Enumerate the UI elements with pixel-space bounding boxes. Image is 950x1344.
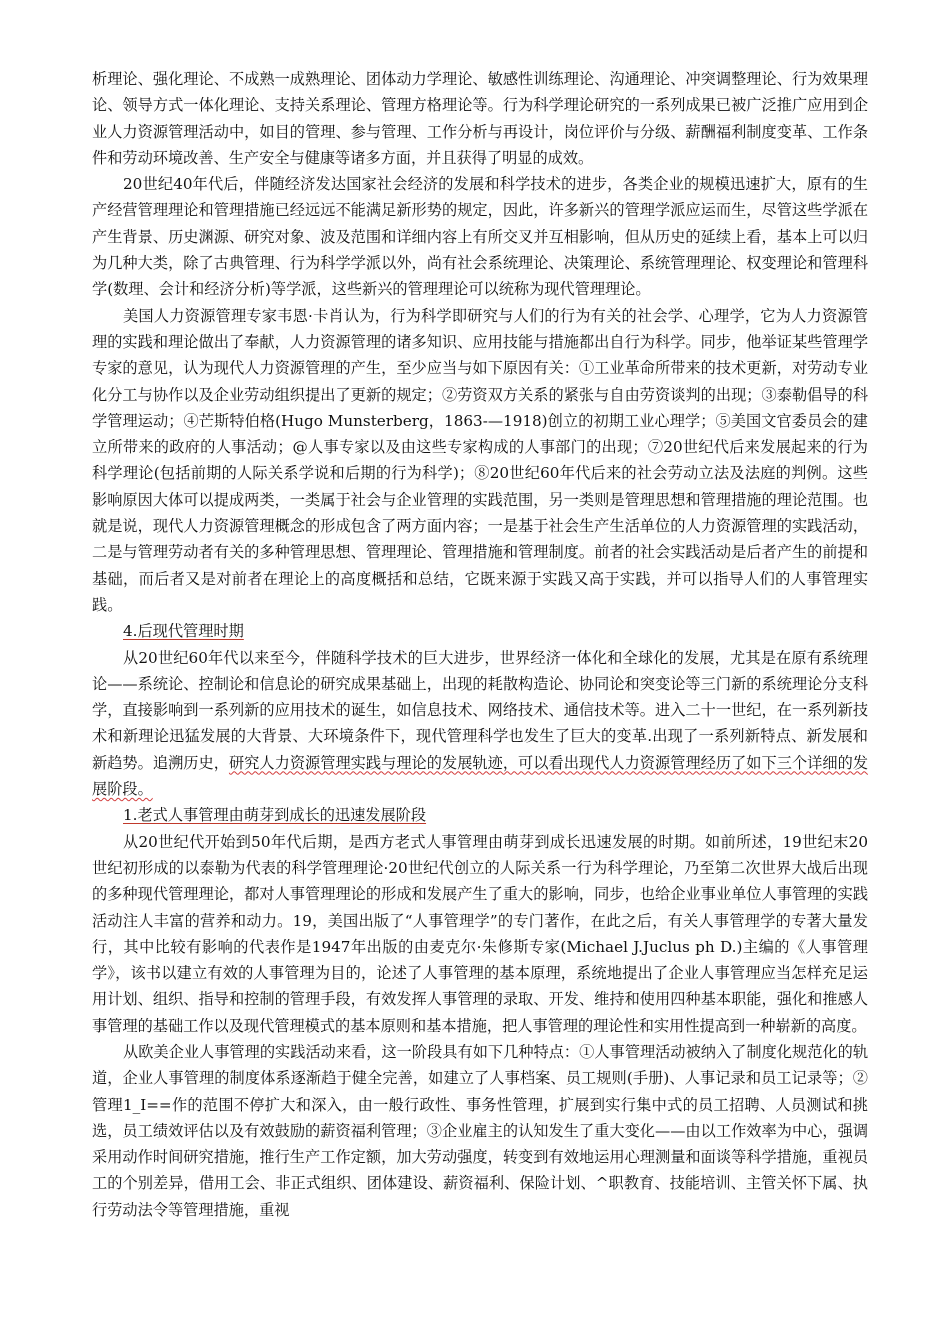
section-heading-traditional-personnel-text: 1.老式人事管理由萌芽到成长的迅速发展阶段 <box>123 806 427 825</box>
highlighted-sentence: 研究人力资源管理实践与理论的发展轨迹，可以看出现代人力资源管理经历了如下三个详细的发展阶段。 <box>92 753 869 799</box>
paragraph-postmodern-text: 从20世纪60年代以来至今，伴随科学技术的巨大进步，世界经济一体化和全球化的发展，尤其是在原有系统理论——系统论、控制论和信息论的研究成果基础上，出现的耗散构造论、协同论和突变论等三门新的系统理论分支科学，直接影响到一系列新的应用技术的诞生，如信息技术、网络技术、通信技术等。进入二十一世纪，在一系列新技术和新理论迅猛发展的大背景、大环境条件下，现代管理科学也发生了巨大的变革.出现了一系列新特点、新发展和新趋势。追溯历史， <box>92 648 868 772</box>
paragraph-personnel-growth: 从20世纪代开始到50年代后期，是西方老式人事管理由萌芽到成长迅速发展的时期。如前所述，19世纪末20世纪初形成的以泰勒为代表的科学管理理论·20世纪代创立的人际关系一行为科学理论，乃至第二次世界大战后出现的多种现代管理理论，都对人事管理理论的形成和发展产生了重大的影响，同步，也给企业事业单位人事管理的实践活动注人丰富的营养和动力。19，美国出版了“人事管理学”的专门著作，在此之后，有关人事管理学的专著大量发行，其中比较有影响的代表作是1947年出版的由麦克尔·朱修斯专家(Michael J.Juclus ph D.)主编的《人事管理学》，该书以建立有效的人事管理为目的，论述了人事管理的基本原理，系统地提出了企业人事管理应当怎样充足运用计划、组织、指导和控制的管理手段，有效发挥人事管理的录取、开发、维持和使用四种基本职能，强化和推感人事管理的基础工作以及现代管理模式的基本原则和基本措施，把人事管理的理论性和实用性提高到一种崭新的高度。 <box>92 832 868 1035</box>
document-page <box>92 66 868 1223</box>
paragraph-behavioral-theories: 析理论、强化理论、不成熟一成熟理论、团体动力学理论、敏感性训练理论、沟通理论、冲突调整理论、行为效果理论、领导方式一体化理论、支持关系理论、管理方格理论等。行为科学理论研究的一系列成果已被广泛推广应用到企业人力资源管理活动中，如目的管理、参与管理、工作分析与再设计，岗位评价与分级、薪酬福利制度变革、工作条件和劳动环境改善、生产安全与健康等诸多方面，并且获得了明显的成效。 <box>92 70 868 167</box>
paragraph-modern-management-theory: 20世纪40年代后，伴随经济发达国家社会经济的发展和科学技术的进步，各类企业的规模迅速扩大，原有的生产经营管理理论和管理措施已经远远不能满足新形势的规定，因此，许多新兴的管理学派应运而生，尽管这些学派在产生背景、历史渊源、研究对象、波及范围和详细内容上有所交叉并互相影响，但从历史的延续上看，基本上可以归为几种大类，除了古典管理、行为科学学派以外，尚有社会系统理论、决策理论、系统管理理论、权变理论和管理科学(数理、会计和经济分析)等学派，这些新兴的管理理论可以统称为现代管理理论。 <box>92 175 868 299</box>
paragraph-postmodern-development <box>92 645 868 803</box>
paragraph-personnel-characteristics: 从欧美企业人事管理的实践活动来看，这一阶段具有如下几种特点：①人事管理活动被纳入了制度化规范化的轨道，企业人事管理的制度体系逐渐趋于健全完善，如建立了人事档案、员工规则(手册)、人事记录和员工记录等；②管理1_I==作的范围不停扩大和深入，由一般行政性、事务性管理，扩展到实行集中式的员工招聘、人员测试和挑选，员工绩效评估以及有效鼓励的薪资福利管理；③企业雇主的认知发生了重大变化——由以工作效率为中心，强调采用动作时间研究措施，推行生产工作定额，加大劳动强度，转变到有效地运用心理测量和面谈等科学措施，重视员工的个别差异，借用工会、非正式组织、团体建设、薪资福利、保险计划、^职教育、技能培训、主管关怀下属、执行劳动法令等管理措施，重视 <box>92 1042 868 1219</box>
section-heading-postmodern-text: 4.后现代管理时期 <box>123 622 244 641</box>
paragraph-cascio-origins: 美国人力资源管理专家韦恩·卡肖认为，行为科学即研究与人们的行为有关的社会学、心理学，它为人力资源管理的实践和理论做出了奉献，人力资源管理的诸多知识、应用技能与措施都出自行为科学。同步，他举证某些管理学专家的意见，认为现代人力资源管理的产生，至少应当与如下原因有关：①工业革命所带来的技术更新，对劳动专业化分工与协作以及企业劳动组织提出了更新的规定；②劳资双方关系的紧张与自由劳资谈判的出现；③泰勒倡导的科学管理运动；④芒斯特伯格(Hugo Munsterberg，1863-—1918)创立的初期工业心理学；⑤美国文官委员会的建立所带来的政府的人事活动；@人事专家以及由这些专家构成的人事部门的出现；⑦20世纪代后来发展起来的行为科学理论(包括前期的人际关系学说和后期的行为科学)；⑧20世纪60年代后来的社会劳动立法及法庭的判例。这些影响原因大体可以提成两类，一类属于社会与企业管理的实践范围，另一类则是管理思想和管理措施的理论范围。也就是说，现代人力资源管理概念的形成包含了两方面内容；一是基于社会生产生活单位的人力资源管理的实践活动，二是与管理劳动者有关的多种管理思想、管理理论、管理措施和管理制度。前者的社会实践活动是后者产生的前提和基础，而后者又是对前者在理论上的高度概括和总结，它既来源于实践又高于实践，并可以指导人们的人事管理实践。 <box>92 306 868 614</box>
section-heading-postmodern <box>92 618 868 644</box>
section-heading-traditional-personnel <box>92 802 868 828</box>
